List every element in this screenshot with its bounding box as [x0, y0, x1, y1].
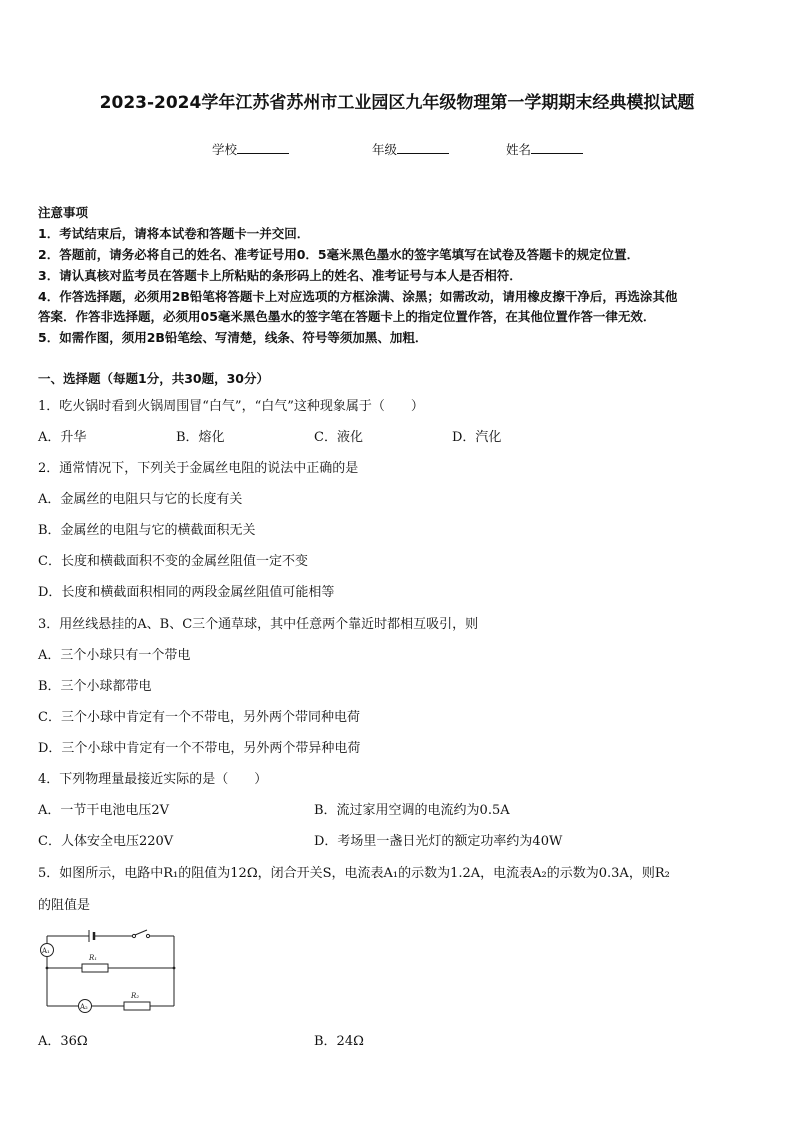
q3-option-c: C．三个小球中肯定有一个不带电，另外两个带同种电荷 — [38, 710, 360, 725]
q4-option-c: C．人体安全电压220V — [38, 834, 174, 849]
question-2-stem: 2．通常情况下，下列关于金属丝电阻的说法中正确的是 — [38, 461, 359, 476]
school-field — [212, 140, 289, 158]
q5-option-b: B．24Ω — [314, 1034, 364, 1049]
q4-option-a: A．一节干电池电压2V — [38, 803, 170, 818]
r2-label: R₂ — [131, 992, 140, 1000]
exam-title: 2023-2024学年江苏省苏州市工业园区九年级物理第一学期期末经典模拟试题 — [99, 93, 695, 113]
q2-option-b: B．金属丝的电阻与它的横截面积无关 — [38, 523, 256, 538]
resistor-r2 — [124, 1002, 150, 1010]
q1-option-b: B．熔化 — [176, 430, 225, 445]
q2-option-c: C．长度和横截面积不变的金属丝阻值一定不变 — [38, 554, 308, 569]
q1-option-d: D．汽化 — [452, 430, 502, 445]
question-1-stem: 1．吃火锅时看到火锅周围冒“白气”，“白气”这种现象属于（ ） — [38, 399, 424, 414]
question-3-stem: 3．用丝线悬挂的A、B、C三个通草球，其中任意两个靠近时都相互吸引，则 — [38, 617, 479, 632]
q1-option-c: C．液化 — [314, 430, 363, 445]
junction-dot — [46, 967, 49, 970]
notice-item: 答案．作答非选择题，必须用05毫米黑色墨水的签字笔在答题卡上的指定位置作答，在其他位置作答一律无效． — [38, 309, 656, 324]
question-5-stem-line1: 5．如图所示，电路中R₁的阻值为12Ω，闭合开关S，电流表A₁的示数为1.2A，电流表A₂的示数为0.3A，则R₂ — [38, 866, 670, 881]
q2-option-d: D．长度和横截面积相同的两段金属丝阻值可能相等 — [38, 585, 335, 600]
q3-option-d: D．三个小球中肯定有一个不带电，另外两个带异种电荷 — [38, 741, 361, 756]
q4-option-b: B．流过家用空调的电流约为0.5A — [314, 803, 510, 818]
r1-label: R₁ — [89, 954, 98, 962]
notice-item: 3．请认真核对监考员在答题卡上所粘贴的条形码上的姓名、准考证号与本人是否相符． — [38, 268, 522, 283]
grade-label: 年级 — [372, 142, 398, 157]
q3-option-a: A．三个小球只有一个带电 — [38, 648, 191, 663]
question-5-stem-line2: 的阻值是 — [38, 898, 91, 913]
notice-heading: 注意事项 — [38, 205, 89, 220]
notice-item: 5．如需作图，须用2B铅笔绘、写清楚，线条、符号等须加黑、加粗． — [38, 330, 428, 345]
school-label: 学校 — [212, 142, 238, 157]
junction-dot — [173, 967, 176, 970]
q1-option-a: A．升华 — [38, 430, 87, 445]
name-blank — [531, 141, 583, 154]
grade-field — [372, 140, 449, 158]
q4-option-d: D．考场里一盏日光灯的额定功率约为40W — [314, 834, 563, 849]
notice-item: 2．答题前，请务必将自己的姓名、准考证号用0．5毫米黑色墨水的签字笔填写在试卷及答题卡的规定位置． — [38, 247, 640, 262]
school-blank — [237, 141, 289, 154]
q3-option-b: B．三个小球都带电 — [38, 679, 152, 694]
q2-option-a: A．金属丝的电阻只与它的长度有关 — [38, 492, 243, 507]
a2-label: A₂ — [80, 1003, 88, 1011]
name-field — [506, 140, 583, 158]
a1-label: A₁ — [42, 947, 50, 955]
section-heading: 一、选择题（每题1分，共30题，30分） — [38, 371, 269, 386]
grade-blank — [397, 141, 449, 154]
notice-item: 4．作答选择题，必须用2B铅笔将答题卡上对应选项的方框涂满、涂黑；如需改动，请用橡皮擦干净后，再选涂其他 — [38, 289, 678, 304]
switch-contact — [146, 934, 149, 937]
q5-option-a: A．36Ω — [38, 1034, 88, 1049]
circuit-diagram — [36, 926, 181, 1018]
notice-item: 1．考试结束后，请将本试卷和答题卡一并交回． — [38, 226, 310, 241]
name-label: 姓名 — [506, 142, 532, 157]
switch-blade — [135, 930, 147, 935]
question-4-stem: 4．下列物理量最接近实际的是（ ） — [38, 772, 268, 787]
resistor-r1 — [82, 964, 108, 972]
